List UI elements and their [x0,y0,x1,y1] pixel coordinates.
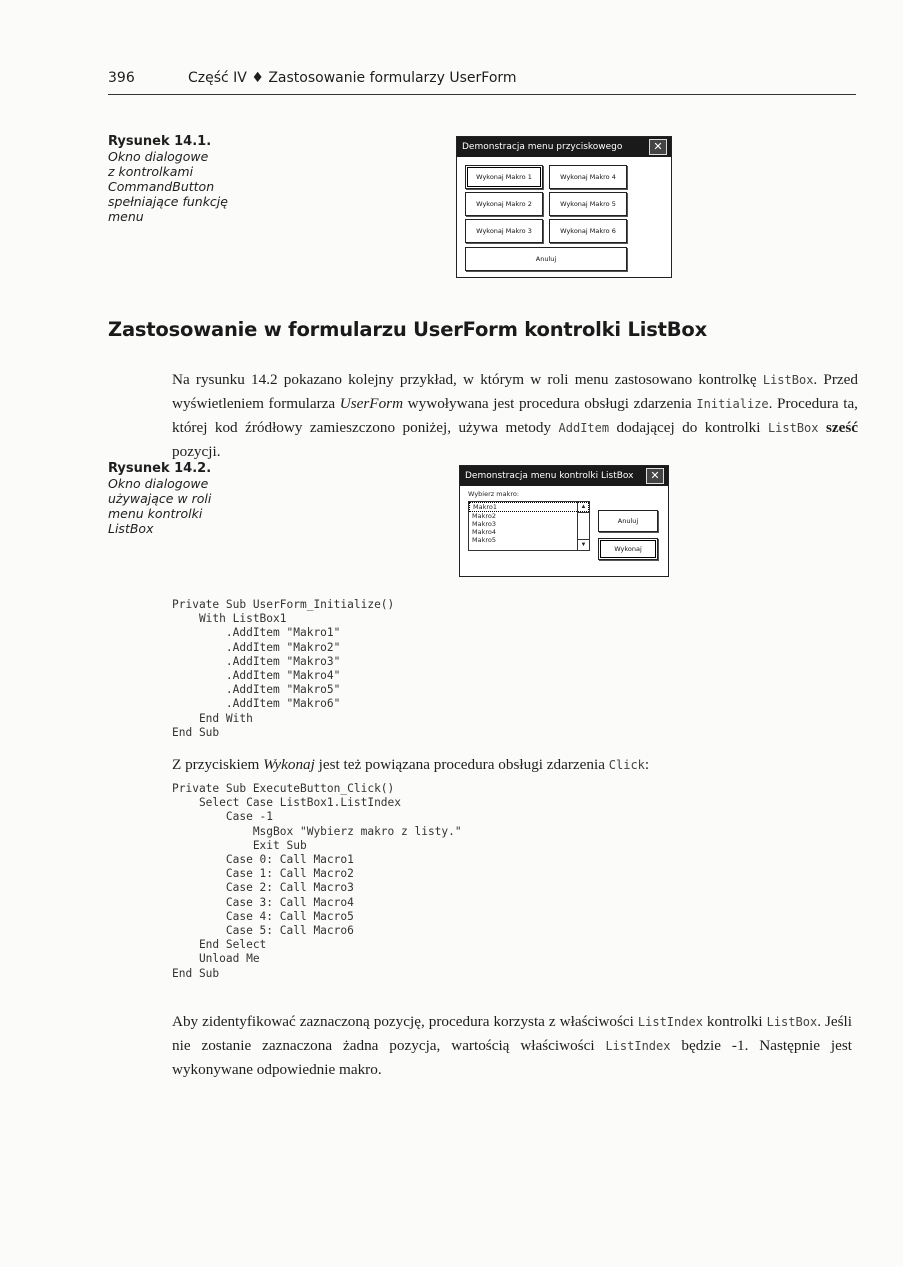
cancel-button[interactable]: Anuluj [465,247,627,271]
macro-listbox[interactable] [468,501,590,551]
figure-1-label: Rysunek 14.1. [108,134,212,149]
listbox-label: Wybierz makro: [468,490,520,498]
figure-2-label: Rysunek 14.2. [108,461,212,476]
scroll-up-icon[interactable]: ▲ [578,502,589,513]
figure-2-caption [108,460,288,536]
run-macro-6-button[interactable]: Wykonaj Makro 6 [549,219,627,243]
run-macro-2-button[interactable]: Wykonaj Makro 2 [465,192,543,216]
figure-1-caption [108,133,288,224]
running-title: Część IV ♦ Zastosowanie formularzy UserForm [188,70,517,86]
list-item[interactable]: Makro1 [469,502,589,512]
listbox-scrollbar[interactable] [577,502,589,550]
menu-dialog [456,136,672,278]
dialog-title-bar [457,137,671,157]
dialog-title: Demonstracja menu kontrolki ListBox [465,471,634,481]
header-rule [108,94,856,95]
list-item[interactable]: Makro5 [472,536,496,544]
run-macro-4-button[interactable]: Wykonaj Makro 4 [549,165,627,189]
page-number: 396 [108,70,135,86]
list-item[interactable]: Makro4 [472,528,496,536]
list-item[interactable]: Makro2 [472,512,496,520]
run-macro-1-button[interactable]: Wykonaj Makro 1 [465,165,543,189]
page-header [108,70,856,96]
list-item[interactable]: Makro3 [472,520,496,528]
code-block-execute: Private Sub ExecuteButton_Click() Select Case ListBox1.ListIndex Case -1 MsgBox "Wybierz makro z listy." Exit Sub Case 0: Call Macro1 Case 1: Call Macro2 Case 2: Call Macro3 Case 3: Call Macro4 Case 4: Call Macro5 Case 5: Call Macro6 End Select Unload Me End Sub [172,782,462,980]
figure-1-description: Okno dialogowe z kontrolkami CommandButton spełniające funkcję menu [108,149,228,224]
paragraph-listindex: Aby zidentyfikować zaznaczoną pozycję, procedura korzysta z właściwości ListIndex kontrolki ListBox. Jeśli nie zostanie zaznaczona żadna pozycja, wartością właściwości ListIndex będzie -1. Następnie jest wykonywane odpowiednie makro. [172,1013,852,1078]
listbox-dialog [459,465,669,577]
paragraph-intro: Na rysunku 14.2 pokazano kolejny przykład, w którym w roli menu zastosowano kontrolkę ListBox. Przed wyświetleniem formularza UserForm wywoływana jest procedura obsługi zdarzenia Initialize. Procedura ta, której kod źródłowy zamieszczono poniżej, używa metody AddItem dodającej do kontrolki ListBox sześć pozycji. [172,371,859,460]
dialog-title-bar [460,466,668,486]
code-block-initialize: Private Sub UserForm_Initialize() With ListBox1 .AddItem "Makro1" .AddItem "Makro2" .AddItem "Makro3" .AddItem "Makro4" .AddItem "Makro5" .AddItem "Makro6" End With End Sub [172,598,395,739]
run-macro-5-button[interactable]: Wykonaj Makro 5 [549,192,627,216]
run-macro-3-button[interactable]: Wykonaj Makro 3 [465,219,543,243]
close-icon[interactable]: ✕ [649,139,667,155]
close-icon[interactable]: ✕ [646,468,664,484]
cancel-button[interactable]: Anuluj [598,510,658,532]
section-heading: Zastosowanie w formularzu UserForm kontrolki ListBox [108,318,707,341]
dialog-title: Demonstracja menu przyciskowego [462,142,623,152]
paragraph-click: Z przyciskiem Wykonaj jest też powiązana procedura obsługi zdarzenia Click: [172,756,650,773]
scroll-down-icon[interactable]: ▼ [578,539,589,550]
figure-2-description: Okno dialogowe używające w roli menu kontrolki ListBox [108,476,212,536]
execute-button[interactable]: Wykonaj [598,538,658,560]
